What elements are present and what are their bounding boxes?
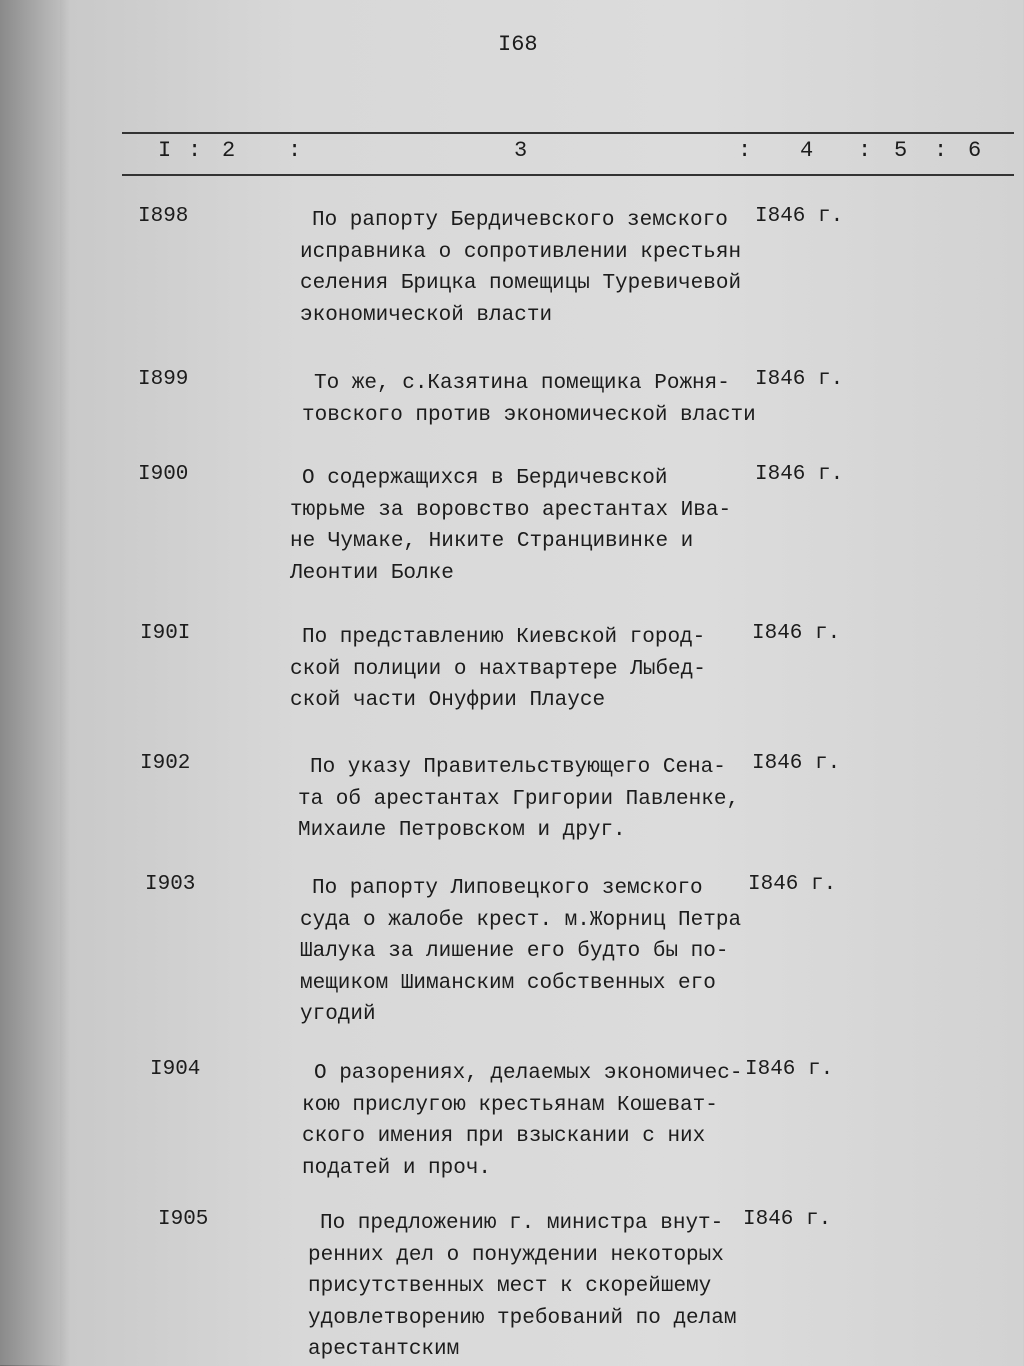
column-separator: : — [288, 138, 302, 163]
entry-number: I899 — [138, 368, 189, 391]
description-line: Леонтии Болке — [290, 561, 454, 585]
entry-year: I846 г. — [752, 622, 841, 645]
entry-number: I904 — [150, 1058, 201, 1081]
column-header: 2 — [222, 138, 236, 163]
description-line: По рапорту Бердичевского земского — [312, 209, 728, 232]
description-line: арестантским — [308, 1338, 460, 1361]
entry-year: I846 г. — [743, 1208, 832, 1231]
description-line: мещиком Шиманским собственных его — [300, 971, 716, 995]
entry-year: I846 г. — [745, 1058, 834, 1081]
description-line: По предложению г. министра внут- — [320, 1212, 724, 1235]
column-header: 6 — [968, 138, 982, 163]
column-separator: : — [188, 138, 202, 163]
column-separator: : — [934, 138, 948, 163]
entry-description — [302, 1058, 742, 1184]
entry-description — [308, 1208, 736, 1366]
entry-year: I846 г. — [755, 368, 844, 391]
description-line: По указу Правительствующего Сена- — [310, 756, 726, 779]
description-line: О содержащихся в Бердичевской — [302, 467, 668, 490]
description-line: экономической власти — [300, 303, 553, 327]
description-line: ского имения при взыскании с них — [302, 1125, 706, 1148]
description-line: товского против экономической власти — [302, 403, 756, 427]
entry-description — [298, 752, 739, 847]
description-line: податей и проч. — [302, 1156, 492, 1180]
description-line: ренних дел о понуждении некоторых — [308, 1243, 724, 1267]
book-spine — [0, 0, 60, 1365]
entry-description — [290, 463, 731, 589]
description-line: Михаиле Петровском и друг. — [298, 819, 626, 842]
description-line: ской полиции о нахтвартере Лыбед- — [290, 657, 706, 681]
description-line: удовлетворению требований по делам — [308, 1306, 737, 1330]
entry-year: I846 г. — [752, 752, 841, 775]
column-separator: : — [858, 138, 872, 163]
description-line: селения Брицка помещицы Туревичевой — [300, 272, 742, 295]
description-line: суда о жалобе крест. м.Жорниц Петра — [300, 908, 742, 932]
description-line: По рапорту Липовецкого земского — [312, 877, 703, 900]
description-line: О разорениях, делаемых экономичес- — [314, 1062, 743, 1085]
entry-number: I903 — [145, 873, 196, 896]
entry-year: I846 г. — [748, 873, 837, 896]
description-line: ской части Онуфрии Плаусе — [290, 689, 606, 712]
column-header: I — [158, 138, 172, 163]
entry-description — [290, 622, 706, 717]
column-header: 3 — [514, 138, 528, 163]
description-line: присутственных мест к скорейшему — [308, 1275, 712, 1298]
column-separator: : — [738, 138, 752, 163]
entry-number: I900 — [138, 463, 189, 486]
entry-description — [300, 205, 741, 331]
entry-number: I90I — [140, 622, 191, 645]
description-line: То же, с.Казятина помещика Рожня- — [314, 372, 730, 395]
entry-year: I846 г. — [755, 463, 844, 486]
description-line: не Чумаке, Никите Странцивинке и — [290, 530, 694, 553]
column-header: 4 — [800, 138, 814, 163]
page-number: I68 — [498, 32, 538, 57]
description-line: кою прислугою крестьянам Кошеват- — [302, 1093, 718, 1117]
description-line: тюрьме за воровство арестантах Ива- — [290, 498, 732, 522]
entry-number: I905 — [158, 1208, 209, 1231]
entry-year: I846 г. — [755, 205, 844, 228]
description-line: Шалука за лишение его будто бы по- — [300, 940, 729, 963]
column-header: 5 — [894, 138, 908, 163]
entry-number: I902 — [140, 752, 191, 775]
description-line: та об арестантах Григории Павленке, — [298, 787, 740, 811]
description-line: угодий — [300, 1003, 376, 1026]
entry-description — [300, 873, 741, 1031]
header-rule-top — [122, 132, 1014, 134]
entry-description — [302, 368, 756, 431]
entry-number: I898 — [138, 205, 189, 228]
description-line: исправника о сопротивлении крестьян — [300, 240, 742, 264]
description-line: По представлению Киевской город- — [302, 626, 706, 649]
header-rule-bottom — [122, 174, 1014, 176]
